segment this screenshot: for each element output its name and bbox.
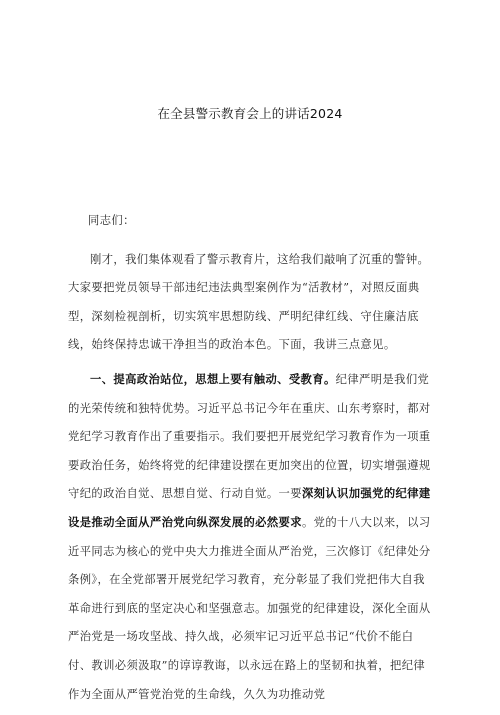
paragraph-2-text-2: 。党的十八大以来，以习近平同志为核心的党中央大力推进全面从严治党，三次修订《纪律处分条例》，在全党部署开展党纪学习教育，充分彰显了我们党把伟大自我革命进行到底的坚定决心和坚强意志。加强党的纪律建设，深化全面从严治党是一场攻坚战、持久战，必须牢记习近平总书记“代价不能白付、教训必须汲取”的谆谆教诲，以永远在路上的坚韧和执着，把纪律作为全面从严管党治党的生命线，久久为功推动党 <box>68 515 431 701</box>
document-title: 在全县警示教育会上的讲话2024 <box>157 106 343 121</box>
paragraph-2 <box>68 366 432 709</box>
section-heading-1: 一、提高政治站位，思想上要有触动、受教育。 <box>90 372 336 386</box>
document-body <box>68 207 432 715</box>
paragraph-1: 刚才，我们集体观看了警示教育片，这给我们敲响了沉重的警钟。大家要把党员领导干部违纪违法典型案例作为“活教材”，对照反面典型，深刻检视剖析，切实筑牢思想防线、严明纪律红线、守住廉洁底线，始终保持忠诚干净担当的政治本色。下面，我讲三点意见。 <box>68 252 430 352</box>
paragraph-2-text-1: 纪律严明是我们党的光荣传统和独特优势。习近平总书记今年在重庆、山东考察时，都对党纪学习教育作出了重要指示。我们要把开展党纪学习教育作为一项重要政治任务，始终将党的纪律建设摆在更加突出的位置，切实增强遵规守纪的政治自觉、思想自觉、行动自觉。一要 <box>68 372 431 501</box>
greeting: 同志们： <box>88 214 135 227</box>
paragraph-2-emphasis: 深刻认识加强党的纪律建设是推动全面从严治党向纵深发展的必然要求 <box>68 487 431 529</box>
